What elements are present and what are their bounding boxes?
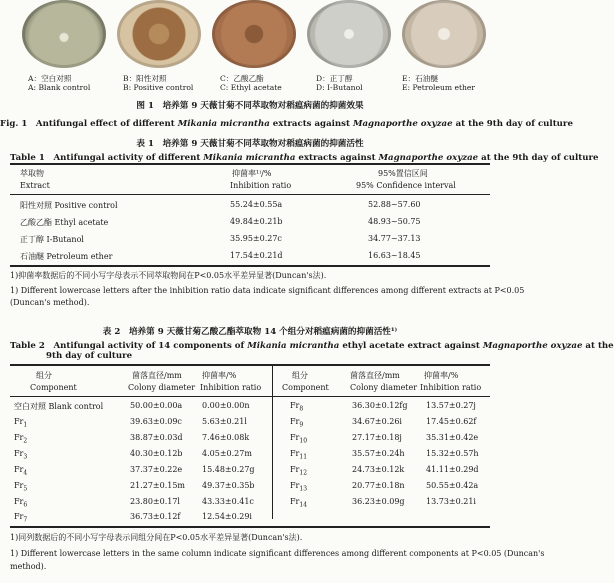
table2-right-component [290, 449, 307, 461]
table1-note-cn: 1)抑菌率数据后的不同小写字母表示不同萃取物间在P<0.05水平差异显著(Duncan's法). [10, 271, 327, 280]
table2-left-ratio: 12.54±0.29i [202, 512, 252, 521]
table2-title-cn: 表 2 培养第 9 天薇甘菊乙酸乙酯萃取物 14 个组分对稻瘟病菌的抑菌活性¹⁾ [102, 327, 398, 337]
table2-left-ratio: 49.37±0.35b [202, 481, 255, 490]
table2-header-component-cn-right: 组分 [292, 371, 308, 380]
table2-left-diameter: 38.87±0.03d [130, 433, 183, 442]
component-index: 7 [23, 516, 28, 524]
table2-right-diameter: 20.77±0.18n [352, 481, 405, 490]
table2-title-en-mid: ethyl acetate extract against [339, 341, 483, 351]
table2-header-component-en: Component [30, 383, 77, 392]
table2-right-component [290, 417, 303, 429]
table2-right-diameter: 24.73±0.12k [352, 465, 405, 474]
component-index: 11 [299, 453, 308, 461]
table2-left-component [14, 465, 27, 477]
table1-title-en-suffix: at the 9th day of culture [478, 153, 599, 163]
component-prefix: Fr [290, 497, 300, 506]
component-index: 2 [23, 437, 28, 445]
table1-row-extract: 乙酸乙酯 Ethyl acetate [20, 218, 109, 227]
table1-top-rule [10, 163, 490, 165]
table2-right-ratio: 17.45±0.62f [426, 417, 477, 426]
table2-left-ratio: 43.33±0.41c [202, 497, 254, 506]
table2-title-en-suffix: at the [582, 341, 614, 351]
table2-left-diameter: 40.30±0.12b [130, 449, 183, 458]
component-index: 14 [299, 501, 308, 509]
table2-title-en-prefix: Table 2 Antifungal activity of 14 components of [10, 341, 248, 351]
table2-left-ratio: 5.63±0.21l [202, 417, 247, 426]
table2-right-ratio: 50.55±0.42a [426, 481, 479, 490]
component-index: 6 [23, 501, 28, 509]
component-prefix: Fr [14, 417, 24, 426]
table2-left-component [14, 497, 27, 509]
table1-title-en-prefix: Table 1 Antifungal activity of different [10, 153, 204, 163]
figure-title-cn: 图 1 培养第 9 天薇甘菊不同萃取物对稻瘟病菌的抑菌效果 [136, 101, 364, 111]
caption-b [123, 74, 193, 92]
table1-row-ci: 48.93~50.75 [368, 217, 421, 226]
caption-d [316, 74, 363, 92]
table2-header-diameter-cn: 菌落直径/mm [132, 371, 182, 380]
component-prefix: Fr [14, 433, 24, 442]
table1-header-extract-en: Extract [20, 181, 50, 190]
table1-row-extract: 正丁醇 I-Butanol [20, 235, 84, 244]
caption-d-cn: D：正丁醇 [316, 74, 353, 83]
component-index: 5 [23, 485, 28, 493]
table2-header-ratio-en: Inhibition ratio [200, 383, 262, 392]
table2-top-rule [10, 364, 490, 366]
caption-e-cn: E：石油醚 [402, 74, 438, 83]
table2-note-cn: 1)同列数据后的不同小写字母表示同组分间在P<0.05水平差异显著(Duncan's法). [10, 533, 303, 542]
component-prefix: Fr [290, 481, 300, 490]
table2-left-component [14, 512, 27, 524]
petri-dish-e [402, 0, 486, 68]
petri-dish-c [212, 0, 296, 68]
table1-title-en [10, 151, 599, 163]
table1-note-en-1: 1) Different lowercase letters after the inhibition ratio data indicate significant differences among different extracts at P<0.05 [10, 286, 525, 295]
table1-header-extract-cn: 萃取物 [20, 169, 44, 178]
table1-row-ci: 52.88~57.60 [368, 200, 421, 209]
table2-right-ratio: 15.32±0.57h [426, 449, 479, 458]
component-index: 4 [23, 469, 28, 477]
component-prefix: Fr [290, 433, 300, 442]
table2-header-ratio-cn: 抑菌率/% [202, 371, 237, 380]
table2-left-ratio: 0.00±0.00n [202, 401, 250, 410]
table2-title-en-pathogen: Magnaporthe oxyzae [482, 341, 583, 351]
table2-right-component [290, 481, 307, 493]
figure-title-en-species: Mikania micrantha [177, 119, 270, 129]
table2-left-ratio: 4.05±0.27m [202, 449, 252, 458]
figure-title-en-prefix: Fig. 1 Antifungal effect of different [0, 119, 178, 129]
component-prefix: Fr [290, 465, 300, 474]
component-prefix: Fr [14, 481, 24, 490]
table2-left-diameter: 23.80±0.17l [130, 497, 180, 506]
table2-left-diameter: 39.63±0.09c [130, 417, 182, 426]
petri-dish-photos [10, 0, 490, 70]
caption-a [28, 74, 90, 92]
table1-note-en-2: (Duncan's method). [10, 298, 90, 307]
figure-title-en-mid: extracts against [269, 119, 353, 129]
table1-header-ci-cn: 95%置信区间 [378, 169, 428, 178]
component-index: 10 [299, 437, 308, 445]
table2-left-diameter: 37.37±0.22e [130, 465, 183, 474]
component-prefix: Fr [290, 401, 300, 410]
petri-dish-d [307, 0, 391, 68]
component-prefix: Fr [14, 449, 24, 458]
table2-right-diameter: 34.67±0.26i [352, 417, 402, 426]
table2-right-component [290, 465, 307, 477]
table2-column-divider [272, 364, 273, 519]
caption-b-en: B: Positive control [123, 83, 194, 92]
component-index: 12 [299, 469, 308, 477]
table2-bottom-rule [10, 526, 490, 528]
caption-d-en: D: I-Butanol [316, 83, 363, 92]
table2-header-component-cn: 组分 [36, 371, 52, 380]
table2-title-en [10, 339, 614, 351]
table1-row-ci: 16.63~18.45 [368, 251, 421, 260]
component-prefix: Fr [14, 497, 24, 506]
figure-title-en [0, 117, 573, 129]
table2-right-diameter: 35.57±0.24h [352, 449, 405, 458]
caption-c-en: C: Ethyl acetate [220, 83, 282, 92]
table2-right-component [290, 497, 307, 509]
table2-header-ratio-cn-right: 抑菌率/% [424, 371, 459, 380]
table1-title-cn: 表 1 培养第 9 天薇甘菊不同萃取物对稻瘟病菌的抑菌活性 [136, 139, 364, 149]
figure-title-en-pathogen: Magnaporthe oxyzae [352, 119, 453, 129]
component-prefix: Fr [290, 449, 300, 458]
table1-header-ci-en: 95% Confidence interval [356, 181, 456, 190]
table2-left-component [14, 481, 27, 493]
table2-right-diameter: 36.30±0.12fg [352, 401, 408, 410]
table2-left-diameter: 21.27±0.15m [130, 481, 186, 490]
table2-left-component [14, 433, 27, 445]
table1-header-ratio-en: Inhibition ratio [230, 181, 292, 190]
table2-right-component [290, 433, 307, 445]
table1-row-ci: 34.77~37.13 [368, 234, 421, 243]
table2-right-ratio: 41.11±0.29d [426, 465, 479, 474]
table2-right-ratio: 13.57±0.27j [426, 401, 476, 410]
table1-bottom-rule [10, 265, 490, 267]
caption-a-en: A: Blank control [28, 83, 91, 92]
table2-right-ratio: 35.31±0.42e [426, 433, 479, 442]
table1-row-ratio: 55.24±0.55a [230, 200, 283, 209]
table2-left-diameter: 36.73±0.12f [130, 512, 181, 521]
table1-row-ratio: 17.54±0.21d [230, 251, 283, 260]
table2-right-ratio: 13.73±0.21i [426, 497, 476, 506]
table1-title-en-pathogen: Magnaporthe oxyzae [378, 153, 479, 163]
table2-left-diameter: 50.00±0.00a [130, 401, 183, 410]
table2-header-component-en-right: Component [282, 383, 329, 392]
component-index: 3 [23, 453, 28, 461]
table2-left-ratio: 7.46±0.08k [202, 433, 250, 442]
table2-right-diameter: 27.17±0.18j [352, 433, 402, 442]
table1-row-extract: 阳性对照 Positive control [20, 201, 118, 210]
table2-left-component: 空白对照 Blank control [14, 402, 104, 411]
table2-left-component [14, 417, 27, 429]
component-index: 1 [23, 421, 28, 429]
table2-left-component [14, 449, 27, 461]
table1-title-en-species: Mikania micrantha [203, 153, 296, 163]
table2-title-en-line2: 9th day of culture [46, 351, 133, 361]
component-prefix: Fr [290, 417, 300, 426]
component-index: 8 [299, 405, 304, 413]
table2-header-diameter-en-right: Colony diameter [350, 383, 418, 392]
table2-left-ratio: 15.48±0.27g [202, 465, 255, 474]
table2-right-diameter: 36.23±0.09g [352, 497, 405, 506]
caption-c-cn: C：乙酸乙酯 [220, 74, 264, 83]
caption-e-en: E: Petroleum ether [402, 83, 476, 92]
component-prefix: Fr [14, 512, 24, 521]
table2-note-en-2: method). [10, 562, 47, 571]
component-prefix: Fr [14, 465, 24, 474]
table1-header-rule [10, 194, 490, 195]
table2-note-en-1: 1) Different lowercase letters in the same column indicate significant differences among different components at P<0.05 (Duncan's [10, 549, 545, 558]
table1-row-ratio: 49.84±0.21b [230, 217, 283, 226]
table2-header-diameter-en: Colony diameter [128, 383, 196, 392]
table2-header-rule [10, 396, 490, 397]
caption-a-cn: A：空白对照 [28, 74, 72, 83]
petri-dish-a [22, 0, 106, 68]
table2-right-component [290, 401, 303, 413]
table1-header-ratio-cn: 抑菌率¹⁾/% [232, 169, 272, 178]
component-index: 9 [299, 421, 304, 429]
petri-dish-b [117, 0, 201, 68]
caption-e [402, 74, 475, 92]
caption-c [220, 74, 282, 92]
table1-title-en-mid: extracts against [295, 153, 379, 163]
table2-header-diameter-cn-right: 菌落直径/mm [350, 371, 400, 380]
table1-row-ratio: 35.95±0.27c [230, 234, 282, 243]
component-index: 13 [299, 485, 308, 493]
table2-title-en-species: Mikania micrantha [247, 341, 340, 351]
caption-b-cn: B：阳性对照 [123, 74, 167, 83]
figure-title-en-suffix: at the 9th day of culture [452, 119, 573, 129]
table1-row-extract: 石油醚 Petroleum ether [20, 252, 113, 261]
table2-header-ratio-en-right: Inhibition ratio [420, 383, 482, 392]
